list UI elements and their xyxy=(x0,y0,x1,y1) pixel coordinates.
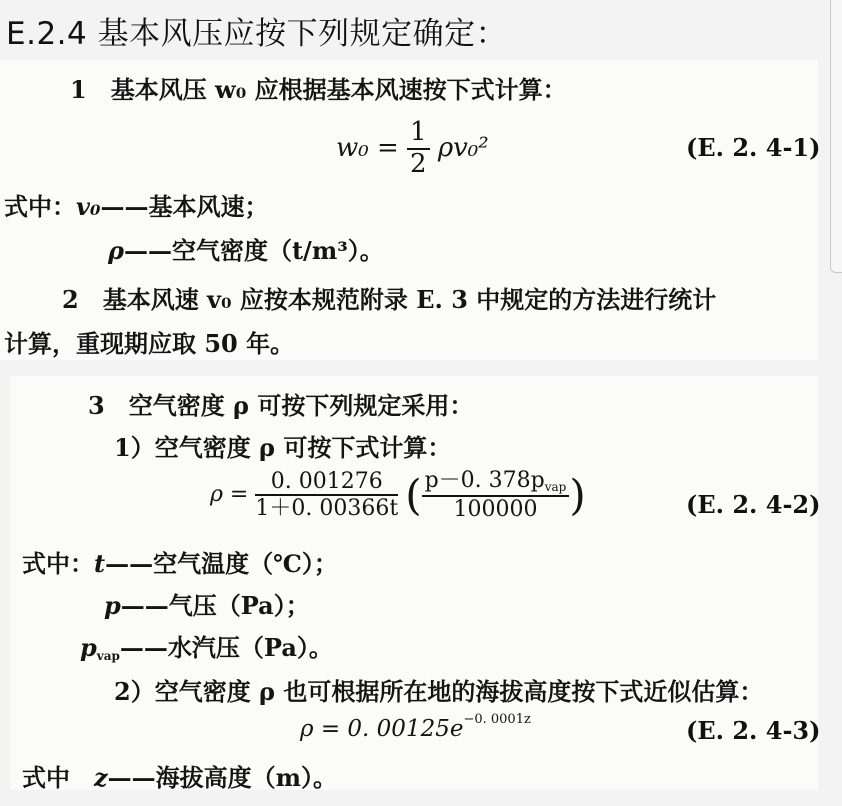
where-label-2: 式中： xyxy=(22,549,94,578)
var-z: z xyxy=(94,763,108,792)
var-z-desc: ——海拔高度（m）。 xyxy=(107,763,338,792)
formula2-inner-numerator: p－0. 378p xyxy=(424,468,545,493)
formula2-fraction xyxy=(255,469,398,522)
item3-sub1: 1）空气密度 ρ 可按下式计算： xyxy=(114,433,452,462)
where-line-p xyxy=(104,586,310,621)
var-p-desc: ——气压（Pa）； xyxy=(120,591,310,620)
item2-line1: 2 基本风速 v₀ 应按本规范附录 E. 3 中规定的方法进行统计 xyxy=(62,285,717,314)
section-heading: E.2.4 基本风压应按下列规定确定： xyxy=(6,16,508,52)
item3-text: 3 空气密度 ρ 可按下列规定采用： xyxy=(88,391,474,420)
var-p: p xyxy=(104,591,121,620)
formula-e241 xyxy=(336,118,489,180)
var-t-desc: ——空气温度（℃）； xyxy=(105,549,338,578)
where-label: 式中： xyxy=(4,192,76,221)
fraction-half xyxy=(407,118,430,180)
formula2-inner-fraction xyxy=(422,468,570,522)
formula3-exponent: −0. 0001z xyxy=(463,712,531,727)
var-pvap: p xyxy=(80,633,97,662)
formula2-inner-denominator: 100000 xyxy=(453,496,538,522)
formula2-denominator: 1＋0. 00366t xyxy=(255,496,399,522)
item2-line2: 计算，重现期应取 50 年。 xyxy=(4,329,295,358)
formula2-inner-sub: vap xyxy=(544,480,567,494)
var-v0: v₀ xyxy=(76,192,101,221)
formula-e243 xyxy=(300,712,531,742)
equation-number-2: (E. 2. 4-2) xyxy=(686,490,821,519)
formula-rhs: ρv₀² xyxy=(437,132,489,163)
formula3: ρ = 0. 00125e xyxy=(300,716,464,742)
var-pvap-sub: vap xyxy=(96,649,120,663)
scrollbar[interactable] xyxy=(830,0,842,273)
where-line-pvap xyxy=(80,628,333,663)
item3-sub2: 2）空气密度 ρ 也可根据所在地的海拔高度按下式近似估算： xyxy=(114,677,764,706)
left-paren: ( xyxy=(405,470,422,520)
scanned-page-bottom xyxy=(10,376,821,792)
var-pvap-desc: ——水汽压（Pa）。 xyxy=(119,633,333,662)
formula2-numerator: 0. 001276 xyxy=(255,469,398,496)
var-t: t xyxy=(94,549,106,578)
fraction-denominator: 2 xyxy=(410,148,427,179)
formula2-lhs: ρ = xyxy=(210,482,249,508)
var-rho-desc: ——空气密度（t/m³）。 xyxy=(123,236,384,265)
var-v0-desc: ——基本风速； xyxy=(100,192,269,221)
fraction-numerator: 1 xyxy=(407,118,430,150)
formula-e242 xyxy=(210,468,586,522)
where-label-3: 式中 xyxy=(22,763,94,792)
scanned-page-top xyxy=(0,60,821,360)
where-line-z xyxy=(22,758,337,793)
formula-lhs: w₀ = xyxy=(336,132,399,163)
where-line-rho xyxy=(108,231,384,266)
item1-text: 1 基本风压 w₀ 应根据基本风速按下式计算： xyxy=(70,75,567,104)
equation-number-3: (E. 2. 4-3) xyxy=(686,716,821,745)
equation-number-1: (E. 2. 4-1) xyxy=(686,133,821,162)
where-line-v0 xyxy=(4,187,268,222)
var-rho: ρ xyxy=(108,236,124,265)
where-line-t xyxy=(22,544,338,579)
right-paren: ) xyxy=(569,470,586,520)
